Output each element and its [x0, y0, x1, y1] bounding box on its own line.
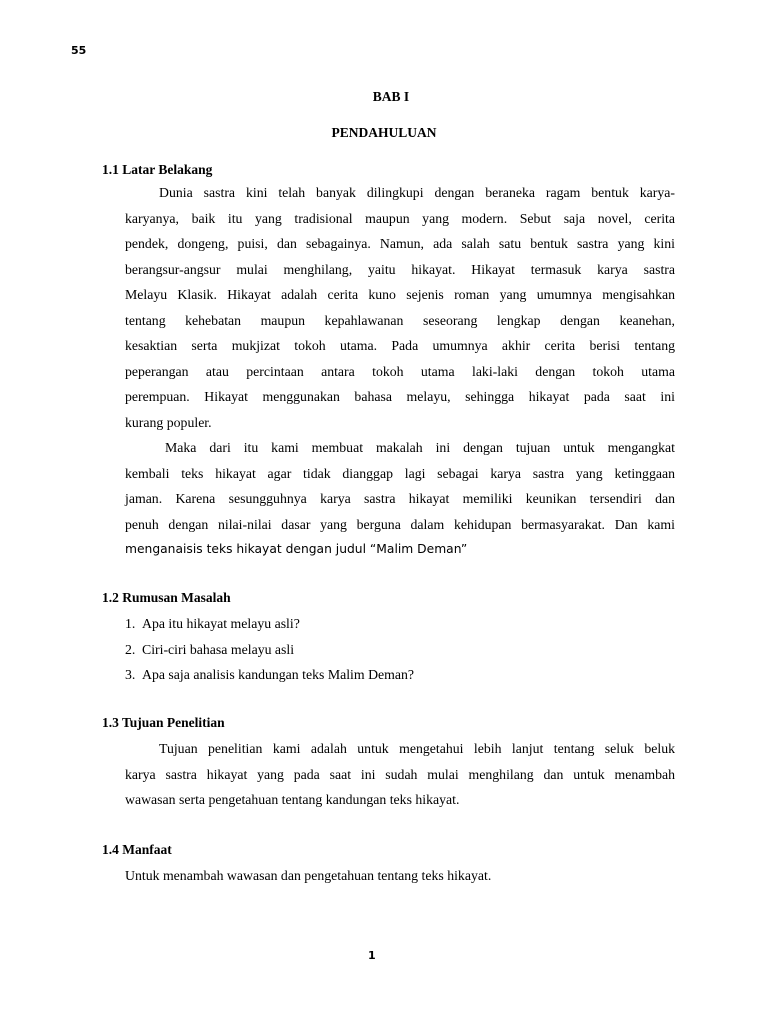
text-line: karyanya, baik itu yang tradisional maupun yang modern. Sebut saja novel, cerita	[125, 210, 675, 226]
text-line: Tujuan penelitian kami adalah untuk mengetahui lebih lanjut tentang seluk beluk	[159, 741, 675, 756]
list-item-number: 3.	[125, 667, 136, 682]
paragraph-tujuan-penelitian	[125, 736, 675, 813]
rumusan-masalah-list	[125, 611, 414, 688]
list-item-number: 1.	[125, 616, 136, 631]
text-line: pendek, dongeng, puisi, dan sebagainya. Namun, ada salah satu bentuk sastra yang kini	[125, 236, 675, 251]
text-line: perempuan. Hikayat menggunakan bahasa melayu, sehingga hikayat pada saat ini	[125, 389, 675, 404]
section-heading-tujuan-penelitian: 1.3 Tujuan Penelitian	[102, 715, 225, 730]
section-heading-rumusan-masalah: 1.2 Rumusan Masalah	[102, 590, 231, 605]
text-line: kembali teks hikayat agar tidak dianggap lagi sebagai karya sastra yang ketinggaan	[125, 465, 675, 481]
list-item	[125, 611, 414, 637]
text-line: kurang populer.	[125, 414, 212, 430]
list-item	[125, 637, 414, 663]
section-heading-latar-belakang: 1.1 Latar Belakang	[102, 162, 213, 177]
header-page-number: 55	[71, 44, 87, 57]
text-line: Dunia sastra kini telah banyak dilingkupi dengan beraneka ragam bentuk karya-	[159, 185, 675, 200]
paragraph-manfaat	[125, 863, 675, 889]
list-item-text: Apa saja analisis kandungan teks Malim Deman?	[142, 667, 415, 682]
list-item-number: 2.	[125, 641, 136, 657]
text-line: penuh dengan nilai-nilai dasar yang berguna dalam kehidupan bermasyarakat. Dan kami	[125, 516, 675, 532]
text-line: jaman. Karena sesungguhnya karya sastra hikayat memiliki keunikan tersendiri dan	[125, 491, 675, 506]
section-heading-manfaat: 1.4 Manfaat	[102, 842, 172, 857]
text-line: Maka dari itu kami membuat makalah ini dengan tujuan untuk mengangkat	[165, 440, 675, 455]
text-line: menganaisis teks hikayat dengan judul “Malim Deman”	[125, 542, 468, 556]
text-line: Melayu Klasik. Hikayat adalah cerita kuno sejenis roman yang umumnya mengisahkan	[125, 287, 675, 302]
list-item-text: Apa itu hikayat melayu asli?	[142, 616, 300, 631]
chapter-title: PENDAHULUAN	[331, 125, 437, 140]
text-line: Untuk menambah wawasan dan pengetahuan tentang teks hikayat.	[125, 868, 492, 883]
paragraph-latar-belakang-1	[125, 180, 675, 435]
text-line: tentang kehebatan maupun kepahlawanan seseorang lengkap dengan keanehan,	[125, 312, 675, 328]
text-line: wawasan serta pengetahuan tentang kandungan teks hikayat.	[125, 792, 460, 807]
footer-page-number: 1	[368, 949, 376, 962]
text-line: peperangan atau percintaan antara tokoh utama laki-laki dengan tokoh utama	[125, 363, 675, 379]
text-line: berangsur-angsur mulai menghilang, yaitu hikayat. Hikayat termasuk karya sastra	[125, 261, 675, 277]
text-line: karya sastra hikayat yang pada saat ini sudah mulai menghilang dan untuk menambah	[125, 766, 675, 782]
text-line: kesaktian serta mukjizat tokoh utama. Pada umumnya akhir cerita berisi tentang	[125, 338, 675, 353]
list-item	[125, 662, 414, 688]
list-item-text: Ciri-ciri bahasa melayu asli	[142, 641, 295, 657]
paragraph-latar-belakang-2	[125, 435, 675, 563]
chapter-number: BAB I	[372, 89, 410, 104]
